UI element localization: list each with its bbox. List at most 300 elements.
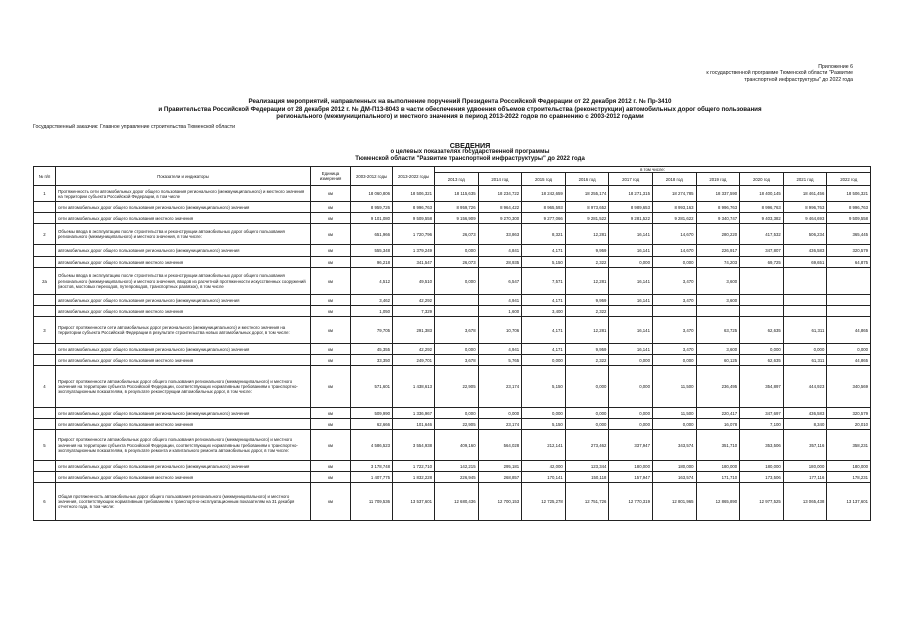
value-cell: 142,215 xyxy=(435,461,479,472)
value-cell: 12,281 xyxy=(565,224,609,245)
value-cell: 0,000 xyxy=(522,355,566,366)
value-cell: 2,322 xyxy=(565,355,609,366)
value-cell: 0,000 xyxy=(827,344,871,355)
value-cell: 9 464,693 xyxy=(783,213,827,224)
value-cell xyxy=(435,306,479,317)
value-cell: 226,917 xyxy=(696,245,740,257)
value-cell: 1 832,228 xyxy=(393,472,435,483)
unit-cell: км xyxy=(311,430,351,461)
value-cell: 9,959 xyxy=(565,245,609,257)
table-row xyxy=(34,461,871,472)
value-cell: 171,710 xyxy=(696,472,740,483)
value-cell: 8 996,763 xyxy=(393,202,435,213)
row-number: 3 xyxy=(34,317,56,344)
table-row xyxy=(34,472,871,483)
unit-cell: км xyxy=(311,419,351,430)
value-cell: 7,571 xyxy=(522,268,566,295)
table-row xyxy=(34,344,871,355)
value-cell: 7,329 xyxy=(393,306,435,317)
value-cell xyxy=(783,306,827,317)
header-year: 2014 год xyxy=(478,173,522,186)
indicator-name: Прирост протяженности автомобильных дорог общего пользования регионального (межмуниципального) и местного значения на территории субъекта Российской Федерации, соответствующих нормативным требованиям к транспортно-эксплуатационным показателям, в результате реконструкции автомобильных дорог, в том числе: xyxy=(56,366,311,408)
value-cell: 12 725,278 xyxy=(522,483,566,521)
value-cell: 18 115,635 xyxy=(435,186,479,202)
value-cell: 1 379,249 xyxy=(393,245,435,257)
value-cell: 0,000 xyxy=(609,366,653,408)
value-cell: 8 996,763 xyxy=(696,202,740,213)
table-row xyxy=(34,202,871,213)
unit-cell: км xyxy=(311,295,351,306)
value-cell: 6,547 xyxy=(478,268,522,295)
value-cell: 320,579 xyxy=(827,245,871,257)
value-cell: 0,000 xyxy=(435,245,479,257)
value-cell xyxy=(827,295,871,306)
value-cell: 347,807 xyxy=(740,245,784,257)
row-number xyxy=(34,202,56,213)
value-cell: 651,966 xyxy=(351,224,393,245)
value-cell: 417,532 xyxy=(740,224,784,245)
value-cell: 16,141 xyxy=(609,245,653,257)
value-cell: 180,000 xyxy=(652,461,696,472)
value-cell: 1 720,796 xyxy=(393,224,435,245)
value-cell: 16,141 xyxy=(609,344,653,355)
value-cell: 42,000 xyxy=(522,461,566,472)
value-cell: 409,160 xyxy=(435,430,479,461)
row-number xyxy=(34,306,56,317)
value-cell: 22,905 xyxy=(435,419,479,430)
table-row xyxy=(34,355,871,366)
value-cell: 33,863 xyxy=(478,224,522,245)
indicator-name: сети автомобильных дорог общего пользования местного значения xyxy=(56,419,311,430)
value-cell: 18 242,659 xyxy=(522,186,566,202)
unit-cell: км xyxy=(311,186,351,202)
value-cell: 8 996,763 xyxy=(827,202,871,213)
value-cell: 8 959,726 xyxy=(351,202,393,213)
row-number xyxy=(34,344,56,355)
value-cell: 74,203 xyxy=(696,257,740,268)
value-cell: 0,000 xyxy=(565,419,609,430)
row-number xyxy=(34,419,56,430)
value-cell: 12 700,153 xyxy=(478,483,522,521)
value-cell: 8 989,653 xyxy=(609,202,653,213)
header-unit: Единица измерения xyxy=(311,167,351,186)
value-cell: 13 065,438 xyxy=(783,483,827,521)
value-cell: 180,000 xyxy=(827,461,871,472)
unit-cell: км xyxy=(311,202,351,213)
indicator-name: автомобильных дорог общего пользования регионального (межмуниципального) значения xyxy=(56,245,311,257)
indicator-name: сети автомобильных дорог общего пользования регионального (межмуниципального) значения xyxy=(56,344,311,355)
value-cell: 8 959,726 xyxy=(435,202,479,213)
value-cell: 18 271,315 xyxy=(609,186,653,202)
header-year: 2015 год xyxy=(522,173,566,186)
value-cell: 3,678 xyxy=(435,317,479,344)
value-cell: 18 461,456 xyxy=(783,186,827,202)
value-cell: 42,292 xyxy=(393,344,435,355)
value-cell: 444,923 xyxy=(783,366,827,408)
value-cell: 8 964,422 xyxy=(478,202,522,213)
row-number xyxy=(34,257,56,268)
row-number xyxy=(34,295,56,306)
value-cell: 62,635 xyxy=(740,355,784,366)
value-cell: 9 101,080 xyxy=(351,213,393,224)
heading-line-3: регионального (межмуниципального) и местного значения в период 2013-2022 годов по сравнению с 2003-2012 годами xyxy=(276,113,644,121)
value-cell: 11,500 xyxy=(652,408,696,419)
value-cell: 12 801,965 xyxy=(652,483,696,521)
value-cell: 3,600 xyxy=(696,295,740,306)
appendix-line-2: к государственной программе Тюменской области "Развитие xyxy=(706,70,853,77)
value-cell: 64,875 xyxy=(827,257,871,268)
value-cell: 3,470 xyxy=(652,268,696,295)
indicator-name: Объемы ввода в эксплуатацию после строительства и реконструкции автомобильных дорог общего пользования регионального (межмуниципального) и местного значения, в том числе: xyxy=(56,224,311,245)
value-cell: 0,000 xyxy=(478,408,522,419)
table-row xyxy=(34,366,871,408)
value-cell: 12 770,319 xyxy=(609,483,653,521)
value-cell: 26,073 xyxy=(435,224,479,245)
value-cell: 9 403,382 xyxy=(740,213,784,224)
indicator-name: Прирост протяженности сети автомобильных дорог регионального (межмуниципального) и местного значения на территории субъекта Российской Федерации в результате строительства новых автомобильных дорог, в том числе: xyxy=(56,317,311,344)
state-customer: Государственный заказчик: Главное управление строительства Тюменской области xyxy=(33,124,236,130)
value-cell: 0,000 xyxy=(783,344,827,355)
value-cell: 180,000 xyxy=(696,461,740,472)
heading-line-1: Реализация мероприятий, направленных на выполнение поручений Президента Российской Федерации от 22 декабря 2012 г. № Пр-3410 xyxy=(248,98,672,105)
row-number: 2а xyxy=(34,268,56,295)
value-cell xyxy=(740,295,784,306)
header-period-2013-2022: 2013-2022 годы xyxy=(393,167,435,186)
value-cell: 11,500 xyxy=(652,366,696,408)
value-cell: 20,010 xyxy=(827,419,871,430)
unit-cell: км xyxy=(311,213,351,224)
row-number xyxy=(34,245,56,257)
value-cell: 220,417 xyxy=(696,408,740,419)
value-cell: 12 680,436 xyxy=(435,483,479,521)
value-cell: 42,292 xyxy=(393,295,435,306)
value-cell: 273,462 xyxy=(565,430,609,461)
report-title-sub-1: о целевых показателях государственной программы xyxy=(390,149,550,156)
value-cell: 353,506 xyxy=(740,430,784,461)
value-cell: 0,000 xyxy=(652,419,696,430)
value-cell: 157,947 xyxy=(609,472,653,483)
value-cell: 0,000 xyxy=(609,257,653,268)
header-including: в том числе: xyxy=(435,167,871,173)
value-cell: 3 554,938 xyxy=(393,430,435,461)
value-cell: 13 537,601 xyxy=(393,483,435,521)
value-cell xyxy=(435,295,479,306)
value-cell: 2,322 xyxy=(565,257,609,268)
indicator-name: Объемы ввода в эксплуатацию после строительства и реконструкции автомобильных дорог общего пользования регионального (межмуниципального) и местного значения, вводов из расчетной протяженности искусственных сооружений (мостов, мостовых переходов, путепроводов, транспортных развязок), в том числе xyxy=(56,268,311,295)
appendix-note xyxy=(593,64,853,83)
value-cell: 295,181 xyxy=(478,461,522,472)
value-cell: 571,601 xyxy=(351,366,393,408)
value-cell: 564,028 xyxy=(478,430,522,461)
value-cell: 23,174 xyxy=(478,366,522,408)
value-cell: 8 996,763 xyxy=(783,202,827,213)
value-cell: 96,218 xyxy=(351,257,393,268)
value-cell: 509,990 xyxy=(351,408,393,419)
value-cell: 0,000 xyxy=(435,344,479,355)
appendix-line-3: транспортной инфраструктуры" до 2022 года xyxy=(744,76,853,83)
indicator-name: сети автомобильных дорог общего пользования местного значения xyxy=(56,213,311,224)
value-cell: 8 993,163 xyxy=(652,202,696,213)
unit-cell: км xyxy=(311,472,351,483)
value-cell: 347,697 xyxy=(740,408,784,419)
value-cell xyxy=(652,306,696,317)
value-cell: 16,141 xyxy=(609,268,653,295)
value-cell: 212,141 xyxy=(522,430,566,461)
value-cell: 11 709,536 xyxy=(351,483,393,521)
value-cell: 5,150 xyxy=(522,419,566,430)
value-cell: 9,959 xyxy=(565,344,609,355)
value-cell: 5,150 xyxy=(522,366,566,408)
value-cell: 340,569 xyxy=(827,366,871,408)
indicator-name: автомобильных дорог общего пользования регионального (межмуниципального) значения xyxy=(56,295,311,306)
row-number xyxy=(34,461,56,472)
report-title xyxy=(300,142,640,164)
value-cell: 4,171 xyxy=(522,295,566,306)
value-cell: 150,118 xyxy=(565,472,609,483)
value-cell: 3,462 xyxy=(351,295,393,306)
value-cell: 23,174 xyxy=(478,419,522,430)
value-cell: 365,445 xyxy=(827,224,871,245)
value-cell: 44,865 xyxy=(827,355,871,366)
value-cell: 180,000 xyxy=(740,461,784,472)
value-cell: 9 340,747 xyxy=(696,213,740,224)
value-cell: 0,000 xyxy=(652,257,696,268)
value-cell: 9 281,522 xyxy=(609,213,653,224)
value-cell: 163,574 xyxy=(652,472,696,483)
appendix-line-1: Приложение 6 xyxy=(818,64,853,70)
value-cell: 13 137,601 xyxy=(827,483,871,521)
value-cell: 4,171 xyxy=(522,317,566,344)
value-cell: 337,947 xyxy=(609,430,653,461)
header-year: 2013 год xyxy=(435,173,479,186)
value-cell: 1 336,967 xyxy=(393,408,435,419)
value-cell: 60,125 xyxy=(696,355,740,366)
indicator-name: сети автомобильных дорог общего пользования местного значения xyxy=(56,472,311,483)
indicator-name: Прирост протяженности автомобильных дорог общего пользования регионального (межмуниципального) и местного значения на территории субъекта Российской Федерации, соответствующих нормативным требованиям к транспортно-эксплуатационным показателям, в результате ремонта и капитального ремонта автомобильных дорог, в том числе: xyxy=(56,430,311,461)
header-indicator: Показатели и индикаторы xyxy=(56,167,311,186)
value-cell: 0,000 xyxy=(565,408,609,419)
value-cell: 62,635 xyxy=(740,317,784,344)
unit-cell: км xyxy=(311,268,351,295)
value-cell: 3,600 xyxy=(696,344,740,355)
value-cell: 12,281 xyxy=(565,268,609,295)
value-cell: 0,000 xyxy=(652,355,696,366)
value-cell: 18 337,590 xyxy=(696,186,740,202)
table-row xyxy=(34,245,871,257)
value-cell: 18 234,722 xyxy=(478,186,522,202)
value-cell: 178,231 xyxy=(827,472,871,483)
value-cell: 3,600 xyxy=(696,268,740,295)
value-cell: 9 270,300 xyxy=(478,213,522,224)
value-cell: 3,470 xyxy=(652,295,696,306)
value-cell: 18 400,145 xyxy=(740,186,784,202)
row-number: 4 xyxy=(34,366,56,408)
value-cell: 0,000 xyxy=(522,408,566,419)
indicator-name: сети автомобильных дорог общего пользования регионального (межмуниципального) значения xyxy=(56,408,311,419)
value-cell: 249,701 xyxy=(393,355,435,366)
value-cell: 3,400 xyxy=(522,306,566,317)
value-cell: 44,865 xyxy=(827,317,871,344)
header-num: № п/п xyxy=(34,167,56,186)
value-cell xyxy=(783,268,827,295)
row-number: 6 xyxy=(34,483,56,521)
value-cell: 4,512 xyxy=(351,268,393,295)
value-cell: 18 506,321 xyxy=(393,186,435,202)
value-cell: 4,941 xyxy=(478,295,522,306)
value-cell: 9 281,522 xyxy=(565,213,609,224)
indicator-name: Протяженность сети автомобильных дорог общего пользования регионального (межмуниципального) и местного значения на территории субъекта Российской Федерации, в том числе xyxy=(56,186,311,202)
value-cell: 1 722,710 xyxy=(393,461,435,472)
header-year: 2020 год xyxy=(740,173,784,186)
value-cell: 14,670 xyxy=(652,245,696,257)
value-cell: 18 255,174 xyxy=(565,186,609,202)
value-cell: 0,000 xyxy=(609,355,653,366)
value-cell: 1,600 xyxy=(478,306,522,317)
value-cell: 555,348 xyxy=(351,245,393,257)
table-row xyxy=(34,224,871,245)
value-cell: 4 586,523 xyxy=(351,430,393,461)
value-cell xyxy=(783,295,827,306)
value-cell: 177,116 xyxy=(783,472,827,483)
unit-cell: км xyxy=(311,245,351,257)
value-cell: 5,765 xyxy=(478,355,522,366)
value-cell: 0,000 xyxy=(609,419,653,430)
unit-cell: км xyxy=(311,366,351,408)
value-cell: 436,583 xyxy=(783,245,827,257)
value-cell: 1 438,613 xyxy=(393,366,435,408)
value-cell: 351,710 xyxy=(696,430,740,461)
value-cell: 0,000 xyxy=(609,408,653,419)
header-year: 2016 год xyxy=(565,173,609,186)
table-row xyxy=(34,317,871,344)
value-cell: 8,340 xyxy=(783,419,827,430)
unit-cell: км xyxy=(311,224,351,245)
value-cell: 69,725 xyxy=(740,257,784,268)
value-cell: 61,311 xyxy=(783,317,827,344)
header-year: 2018 год xyxy=(652,173,696,186)
value-cell: 12 977,525 xyxy=(740,483,784,521)
unit-cell: км xyxy=(311,257,351,268)
value-cell: 173,506 xyxy=(740,472,784,483)
unit-cell: км xyxy=(311,461,351,472)
value-cell: 45,355 xyxy=(351,344,393,355)
row-number: 2 xyxy=(34,224,56,245)
indicator-name: автомобильных дорог общего пользования местного значения xyxy=(56,257,311,268)
value-cell: 3,678 xyxy=(435,355,479,366)
value-cell: 1 407,775 xyxy=(351,472,393,483)
value-cell: 28,935 xyxy=(478,257,522,268)
heading-line-2: и Правительства Российской Федерации от 28 декабря 2012 г. № ДМ-П13-8043 в части обеспечения удвоения объемов строительства (реконструкции) автомобильных дорог общего пользования xyxy=(158,105,762,113)
value-cell: 14,670 xyxy=(652,224,696,245)
unit-cell: км xyxy=(311,408,351,419)
value-cell: 343,574 xyxy=(652,430,696,461)
report-title-main: СВЕДЕНИЯ xyxy=(449,141,491,150)
row-number xyxy=(34,408,56,419)
value-cell: 8 996,763 xyxy=(740,202,784,213)
value-cell: 79,705 xyxy=(351,317,393,344)
indicator-name: сети автомобильных дорог общего пользования местного значения xyxy=(56,355,311,366)
table-row xyxy=(34,430,871,461)
value-cell: 12,281 xyxy=(565,317,609,344)
unit-cell: км xyxy=(311,306,351,317)
value-cell: 3 178,748 xyxy=(351,461,393,472)
value-cell: 7,100 xyxy=(740,419,784,430)
value-cell xyxy=(827,268,871,295)
value-cell: 8 973,652 xyxy=(565,202,609,213)
value-cell: 12 751,726 xyxy=(565,483,609,521)
unit-cell: км xyxy=(311,355,351,366)
value-cell: 69,651 xyxy=(783,257,827,268)
value-cell: 0,000 xyxy=(740,344,784,355)
value-cell: 436,583 xyxy=(783,408,827,419)
value-cell: 123,344 xyxy=(565,461,609,472)
value-cell: 101,646 xyxy=(393,419,435,430)
value-cell: 62,666 xyxy=(351,419,393,430)
value-cell: 61,311 xyxy=(783,355,827,366)
value-cell: 0,000 xyxy=(435,408,479,419)
value-cell: 1,050 xyxy=(351,306,393,317)
indicator-name: сети автомобильных дорог общего пользования регионального (межмуниципального) значения xyxy=(56,202,311,213)
value-cell: 18 060,806 xyxy=(351,186,393,202)
value-cell: 0,000 xyxy=(435,268,479,295)
value-cell: 18 506,321 xyxy=(827,186,871,202)
table-row xyxy=(34,306,871,317)
value-cell: 16,141 xyxy=(609,224,653,245)
value-cell: 341,547 xyxy=(393,257,435,268)
table-row xyxy=(34,295,871,306)
report-title-sub-2: Тюменской области "Развитие транспортной инфраструктуры" до 2022 года xyxy=(355,156,585,163)
value-cell xyxy=(609,306,653,317)
value-cell: 226,945 xyxy=(435,472,479,483)
value-cell: 18 274,785 xyxy=(652,186,696,202)
value-cell: 26,073 xyxy=(435,257,479,268)
value-cell: 10,706 xyxy=(478,317,522,344)
value-cell: 3,470 xyxy=(652,317,696,344)
value-cell: 357,116 xyxy=(783,430,827,461)
table-row xyxy=(34,483,871,521)
header-year: 2019 год xyxy=(696,173,740,186)
value-cell: 4,941 xyxy=(478,344,522,355)
value-cell: 33,350 xyxy=(351,355,393,366)
indicator-name: сети автомобильных дорог общего пользования регионального (межмуниципального) значения xyxy=(56,461,311,472)
table-row xyxy=(34,213,871,224)
value-cell: 354,897 xyxy=(740,366,784,408)
unit-cell: км xyxy=(311,344,351,355)
table-row xyxy=(34,408,871,419)
value-cell: 2,322 xyxy=(565,306,609,317)
value-cell xyxy=(740,268,784,295)
value-cell: 9 281,622 xyxy=(652,213,696,224)
value-cell: 9 277,066 xyxy=(522,213,566,224)
value-cell xyxy=(740,306,784,317)
value-cell: 358,231 xyxy=(827,430,871,461)
value-cell: 506,234 xyxy=(783,224,827,245)
table-row xyxy=(34,257,871,268)
table-row xyxy=(34,186,871,202)
value-cell: 12 865,890 xyxy=(696,483,740,521)
value-cell: 291,383 xyxy=(393,317,435,344)
value-cell: 8 965,593 xyxy=(522,202,566,213)
value-cell: 9 509,558 xyxy=(827,213,871,224)
value-cell: 22,905 xyxy=(435,366,479,408)
row-number xyxy=(34,472,56,483)
value-cell: 49,510 xyxy=(393,268,435,295)
indicator-name: автомобильных дорог общего пользования местного значения xyxy=(56,306,311,317)
header-year: 2021 год xyxy=(783,173,827,186)
value-cell: 268,857 xyxy=(478,472,522,483)
value-cell: 170,141 xyxy=(522,472,566,483)
value-cell: 4,171 xyxy=(522,245,566,257)
